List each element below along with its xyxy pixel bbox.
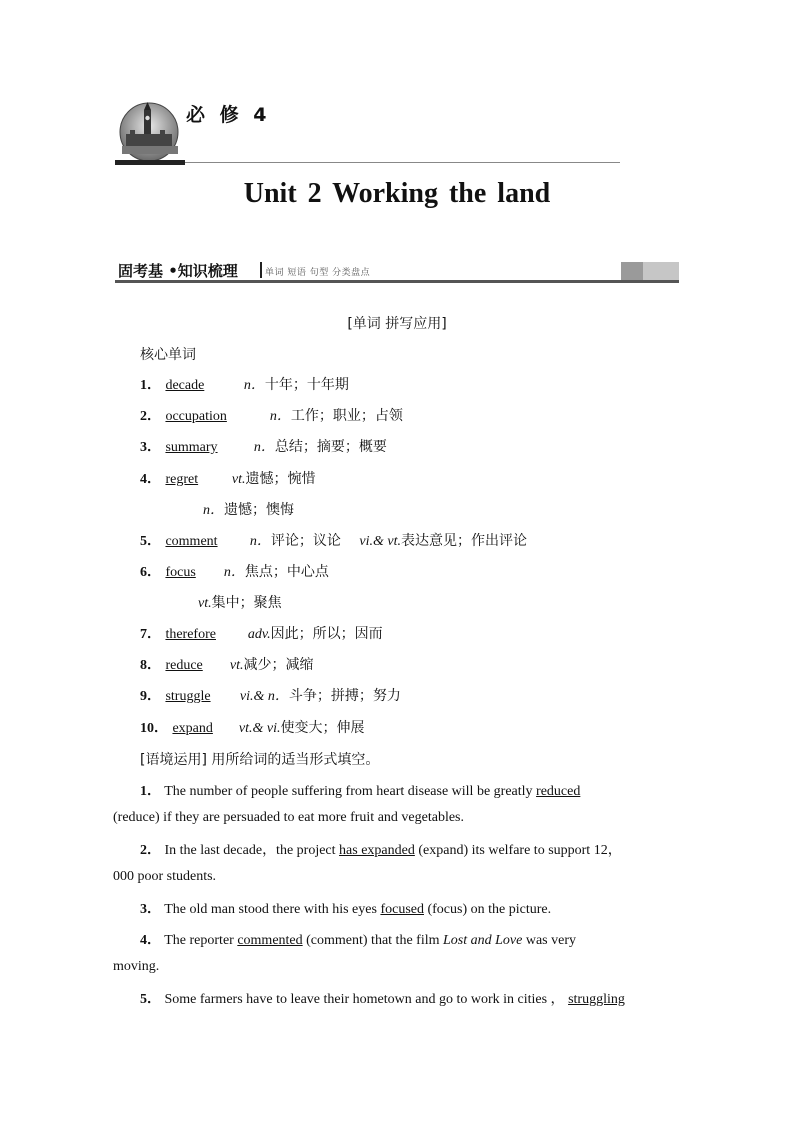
exercise-text: The old man stood there with his eyes	[164, 902, 381, 917]
vocab-item	[140, 468, 316, 488]
vocab-word: struggle	[165, 689, 211, 704]
part-of-speech: n．	[249, 534, 271, 549]
exercise-text: The number of people suffering from heart disease will be greatly	[164, 784, 537, 799]
section-title: 固考基 •知识梳理	[118, 262, 238, 280]
vocab-word: expand	[172, 721, 213, 736]
section-bar-underline	[115, 280, 679, 283]
definition: 遗憾；惋惜	[245, 471, 316, 487]
part-of-speech: vt.& vi.	[238, 721, 281, 736]
vocab-word: regret	[165, 472, 199, 487]
item-number: 4．	[140, 472, 161, 487]
definition: 遗憾；懊悔	[224, 502, 294, 518]
vocab-word: therefore	[165, 627, 216, 642]
item-number: 2．	[140, 409, 161, 424]
vocab-item	[140, 374, 349, 394]
item-number: 10．	[140, 721, 168, 736]
item-number: 5．	[140, 992, 161, 1007]
definition: 总结；摘要；概要	[274, 439, 387, 455]
definition: 减少；减缩	[243, 657, 314, 673]
part-of-speech: n．	[223, 565, 245, 580]
header-divider	[115, 162, 620, 163]
answer-blank: reduced	[536, 784, 581, 799]
vocab-word: focus	[165, 565, 196, 580]
exercise-text: (expand) its welfare to support 12，	[418, 843, 622, 858]
item-number: 7．	[140, 627, 161, 642]
exercise-text: was very	[522, 933, 576, 948]
film-title: Lost and Love	[443, 933, 523, 948]
answer-blank: commented	[237, 933, 303, 948]
vocab-item-extra	[198, 592, 282, 612]
unit-title: Unit 2 Working the land	[243, 178, 551, 209]
vocab-word: decade	[165, 378, 205, 393]
core-words-heading: 核心单词	[140, 347, 196, 363]
part-of-speech: n．	[203, 503, 224, 518]
section-bar-decoration	[621, 262, 643, 280]
exercise-line	[140, 839, 622, 859]
item-number: 6．	[140, 565, 161, 580]
part-of-speech: n．	[269, 409, 291, 424]
definition: 使变大；伸展	[280, 720, 365, 736]
exercise-text: In the last decade，the project	[164, 843, 340, 858]
part-of-speech: adv.	[247, 627, 271, 642]
section-subtitle: 单词 短语 句型 分类盘点	[265, 268, 371, 278]
part-of-speech: vi.& n．	[239, 689, 289, 704]
header-divider-accent	[115, 160, 185, 165]
exercise-text: moving.	[113, 959, 160, 974]
exercise-text: 000 poor students.	[113, 869, 217, 884]
vocab-item	[140, 654, 314, 674]
section-separator	[260, 262, 262, 278]
exercise-line	[140, 929, 576, 949]
part-of-speech: n．	[243, 378, 265, 393]
item-number: 5．	[140, 534, 161, 549]
exercise-line	[140, 988, 625, 1008]
vocab-word: comment	[165, 534, 218, 549]
usage-heading: [语境运用] 用所给词的适当形式填空。	[140, 752, 380, 768]
section-bar	[115, 260, 679, 282]
vocab-item	[140, 685, 401, 705]
definition: 表达意见；作出评论	[400, 533, 527, 549]
exercise-text: (comment) that the film	[306, 933, 443, 948]
definition: 斗争；拼搏；努力	[288, 688, 401, 704]
vocab-word: summary	[165, 440, 218, 455]
definition: 评论；议论	[270, 533, 341, 549]
definition: 焦点；中心点	[244, 564, 329, 580]
definition: 因此；所以；因而	[270, 626, 383, 642]
exercise-line	[140, 898, 551, 918]
subsection-heading: [单词 拼写应用]	[347, 316, 447, 332]
exercise-line	[113, 810, 464, 826]
answer-blank: has expanded	[339, 843, 415, 858]
item-number: 3．	[140, 440, 161, 455]
vocab-item-extra	[203, 499, 294, 519]
definition: 集中；聚焦	[211, 595, 282, 611]
vocab-item	[140, 623, 383, 643]
item-number: 1．	[140, 378, 161, 393]
exercise-text: (focus) on the picture.	[427, 902, 552, 917]
part-of-speech: vt.	[198, 596, 212, 611]
definition: 工作；职业；占领	[290, 408, 403, 424]
vocab-item	[140, 561, 329, 581]
item-number: 3．	[140, 902, 161, 917]
part-of-speech: vt.	[231, 472, 246, 487]
exercise-line	[140, 780, 580, 800]
answer-blank: focused	[380, 902, 424, 917]
answer-blank: struggling	[568, 992, 625, 1007]
book-label: 必 修 4	[186, 104, 271, 126]
definition: 十年；十年期	[264, 377, 349, 393]
exercise-line	[113, 959, 159, 975]
item-number: 4．	[140, 933, 161, 948]
vocab-item	[140, 530, 527, 550]
vocab-word: reduce	[165, 658, 203, 673]
vocab-item	[140, 717, 365, 737]
item-number: 9．	[140, 689, 161, 704]
item-number: 2．	[140, 843, 161, 858]
part-of-speech: n．	[253, 440, 275, 455]
book-emblem-image	[116, 100, 186, 166]
item-number: 8．	[140, 658, 161, 673]
vocab-item	[140, 405, 403, 425]
exercise-text: (reduce) if they are persuaded to eat more fruit and vegetables.	[113, 810, 464, 825]
exercise-text: The reporter	[164, 933, 238, 948]
section-bar-decoration	[643, 262, 679, 280]
part-of-speech: vt.	[229, 658, 244, 673]
item-number: 1．	[140, 784, 161, 799]
exercise-line	[113, 869, 216, 885]
exercise-text: Some farmers have to leave their hometown and go to work in cities ，	[164, 992, 565, 1007]
part-of-speech: vi.& vt.	[359, 534, 401, 549]
vocab-item	[140, 436, 387, 456]
vocab-word: occupation	[165, 409, 227, 424]
